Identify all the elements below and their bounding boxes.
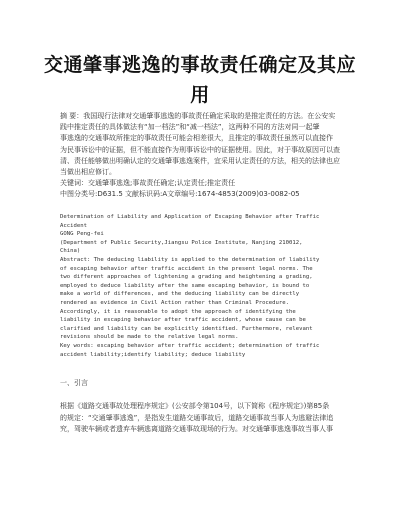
intro-line: 的规定：“交通肇事逃逸”，是指发生道路交通事故后，道路交通事故当事人为逃避法律追 bbox=[60, 413, 334, 422]
cn-abstract-line: 摘 要：我国现行法律对交通肇事逃逸的事故责任确定采取的是推定责任的方法。在公安实 bbox=[60, 112, 336, 120]
intro-line: 根据《道路交通事故处理程序规定》(公安部令第104号，以下简称《程序规定》)第85条 bbox=[60, 402, 330, 410]
introduction-text bbox=[60, 401, 350, 436]
en-keywords-line: accident liability;identify liability; deduce liability bbox=[60, 351, 246, 358]
en-abstract-line: of escaping behavior after traffic accident in the present legal norms. The bbox=[60, 265, 313, 272]
en-abstract-line: two different approaches of lightening a grading and heightening a grading, bbox=[60, 274, 313, 281]
en-affiliation-line: China) bbox=[60, 248, 81, 255]
cn-abstract-line: 为民事诉讼中的证据，但不能直接作为刑事诉讼中的证据使用。因此，对于事故原因可以查 bbox=[60, 145, 340, 154]
en-keywords-line: Key words: escaping behavior after traffic accident; determination of traffic bbox=[60, 342, 320, 349]
en-abstract-line: liability in escaping behavior after traffic accident, whose cause can be bbox=[60, 317, 306, 324]
cn-abstract-line: 当做出相应修订。 bbox=[60, 168, 116, 177]
cn-keywords: 关键词：交通肇事逃逸;事故责任确定;认定责任;推定责任 bbox=[60, 179, 236, 188]
cn-abstract-line: 清、责任能够做出明确认定的交通肇事逃逸案件，宜采用认定责任的方法，相关的法律也应 bbox=[60, 156, 340, 165]
paper-title bbox=[40, 50, 360, 110]
chinese-abstract bbox=[60, 111, 350, 201]
intro-line: 究，驾驶车辆或者遗弃车辆逃离道路交通事故现场的行为。对交通肇事逃逸事故当事人事 bbox=[60, 425, 333, 434]
english-abstract-block bbox=[60, 213, 350, 359]
en-abstract-line: Abstract: The deducing liability is applied to the determination of liability bbox=[60, 256, 320, 263]
en-title-line: Accident bbox=[60, 222, 87, 229]
en-affiliation-line: (Department of Public Security,Jiangsu Police Institute, Nanjing 210012, bbox=[60, 239, 303, 246]
en-abstract-line: rendered as evidence in Civil Action rather than Criminal Procedure. bbox=[60, 299, 290, 306]
en-abstract-line: Accordingly, it is reasonable to adopt the approach of identifying the bbox=[60, 308, 296, 315]
en-abstract-line: clarified and liability can be explicitly identified. Furthermore, relevant bbox=[60, 325, 313, 332]
en-author: GONG Peng-fei bbox=[60, 231, 104, 238]
cn-abstract-line: 事逃逸的交通事故所推定的事故责任可能会相差很大，且推定的事故责任虽然可以直接作 bbox=[60, 134, 333, 143]
en-abstract-line: employed to deduce liability after the same escaping behavior, is bound to bbox=[60, 282, 310, 289]
cn-abstract-line: 践中推定责任的具体做法有“加一档法”和“减一档法”，这两种不同的方法对同一起肇 bbox=[60, 123, 320, 132]
cn-classification: 中图分类号:D631.5 文献标识码:A文章编号:1674-4853(2009)03-0082-05 bbox=[60, 190, 300, 199]
title-line-1: 交通肇事逃逸的事故责任确定及其应 bbox=[43, 54, 356, 76]
en-title-line: Determination of Liability and Application of Escaping Behavior after Traffic bbox=[60, 214, 320, 220]
section-heading: 一、引言 bbox=[60, 379, 88, 387]
en-abstract-line: make a world of differences, and the deducing liability can be directly bbox=[60, 291, 300, 298]
title-line-2: 用 bbox=[190, 84, 210, 106]
en-abstract-line: revisions should be made to the relative legal norms. bbox=[60, 334, 239, 341]
